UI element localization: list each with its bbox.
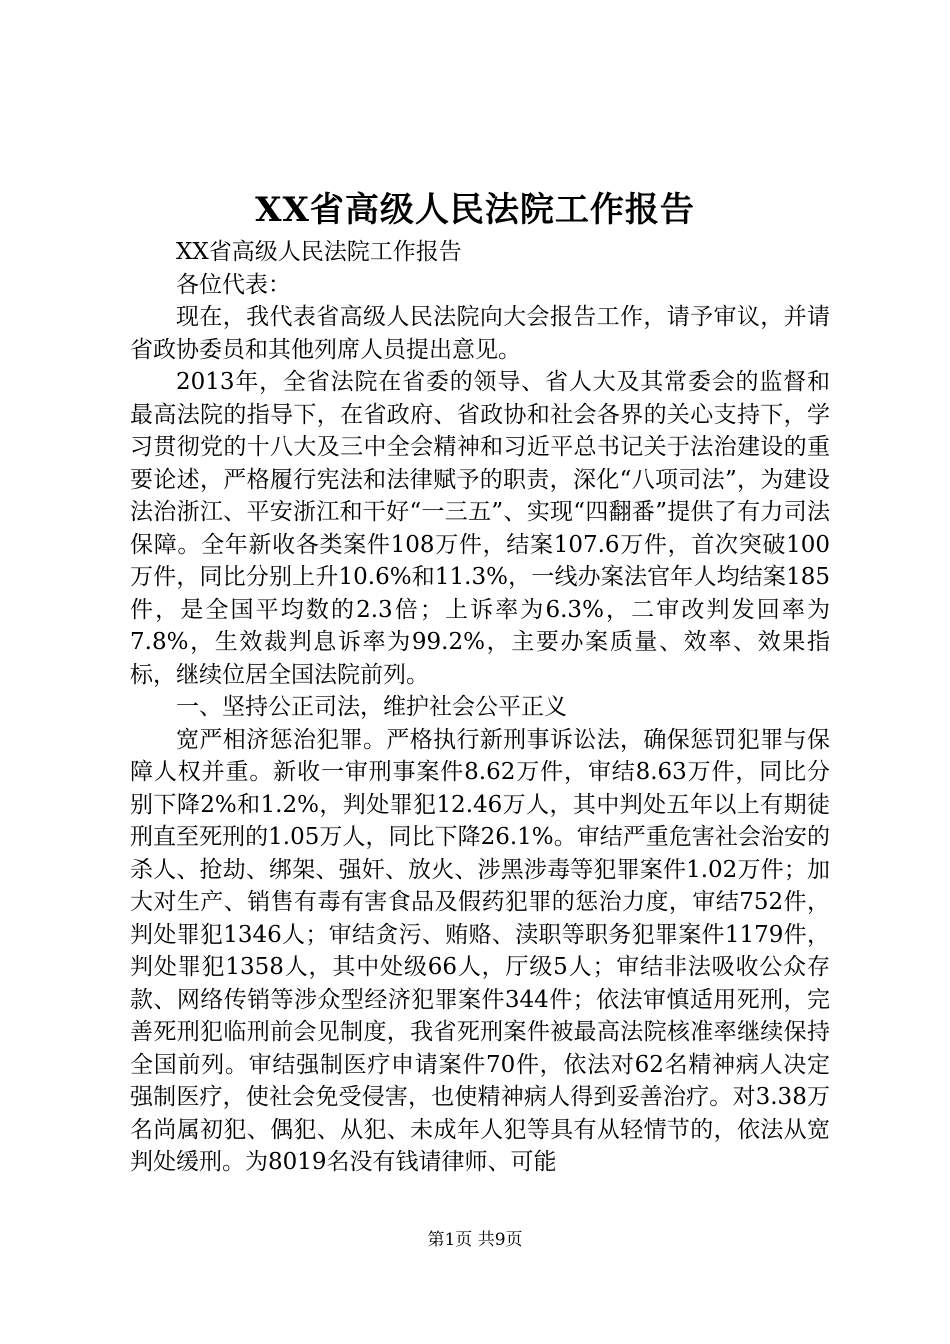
section-heading: 一、坚持公正司法，维护社会公平正义: [176, 694, 567, 720]
document-title: XX省高级人民法院工作报告: [255, 190, 695, 230]
document-body: [130, 236, 830, 1179]
body-paragraph: 宽严相济惩治犯罪。严格执行新刑事诉讼法，确保惩罚犯罪与保障人权并重。新收一审刑事案件8.62万件，审结8.63万件，同比分别下降2%和1.2%，判处罪犯12.46万人，其中判处五年以上有期徒刑直至死刑的1.05万人，同比下降26.1%。审结严重危害社会治安的杀人、抢劫、绑架、强奸、放火、涉黑涉毒等犯罪案件1.02万件；加大对生产、销售有毒有害食品及假药犯罪的惩治力度，审结752件，判处罪犯1346人；审结贪污、贿赂、渎职等职务犯罪案件1179件，判处罪犯1358人，其中处级66人，厅级5人；审结非法吸收公众存款、网络传销等涉众型经济犯罪案件344件；依法审慎适用死刑，完善死刑犯临刑前会见制度，我省死刑案件被最高法院核准率继续保持全国前列。审结强制医疗申请案件70件，依法对62名精神病人决定强制医疗，使社会免受侵害，也使精神病人得到妥善治疗。对3.38万名尚属初犯、偶犯、从犯、未成年人犯等具有从轻情节的，依法从宽判处缓刑。为8019名没有钱请律师、可能: [130, 726, 830, 1175]
intro-paragraph: 现在，我代表省高级人民法院向大会报告工作，请予审议，并请省政协委员和其他列席人员提出意见。: [130, 304, 830, 363]
summary-paragraph: 2013年，全省法院在省委的领导、省人大及其常委会的监督和最高法院的指导下，在省政府、省政协和社会各界的关心支持下，学习贯彻党的十八大及三中全会精神和习近平总书记关于法治建设的重要论述，严格履行宪法和法律赋予的职责，深化“八项司法”，为建设法治浙江、平安浙江和干好“一三五”、实现“四翻番”提供了有力司法保障。全年新收各类案件108万件，结案107.6万件，首次突破100万件，同比分别上升10.6%和11.3%，一线办案法官年人均结案185件，是全国平均数的2.3倍；上诉率为6.3%，二审改判发回率为7.8%，生效裁判息诉率为99.2%，主要办案质量、效率、效果指标，继续位居全国法院前列。: [130, 369, 830, 688]
subtitle-paragraph: XX省高级人民法院工作报告: [176, 239, 462, 265]
salutation-paragraph: 各位代表：: [176, 271, 291, 298]
page-footer: 第1页 共9页: [427, 1230, 523, 1250]
